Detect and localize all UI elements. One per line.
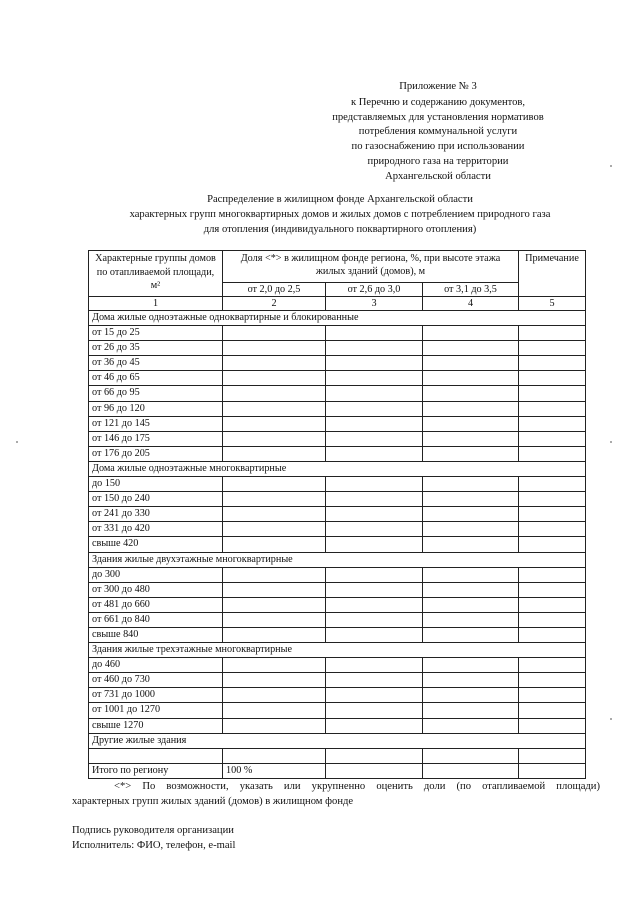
table-row [89, 356, 586, 371]
section-title: Другие жилые здания [89, 733, 586, 748]
area-range-cell: от 176 до 205 [89, 446, 223, 461]
table-row [89, 416, 586, 431]
title-line: Распределение в жилищном фонде Архангельской области [207, 194, 473, 205]
header-height-3: от 3,1 до 3,5 [423, 283, 519, 297]
header-height-2: от 2,6 до 3,0 [326, 283, 423, 297]
section-row [89, 552, 586, 567]
table-row [89, 612, 586, 627]
area-range-cell: от 66 до 95 [89, 386, 223, 401]
area-range-cell: от 46 до 65 [89, 371, 223, 386]
empty-cell [326, 401, 423, 416]
empty-cell [223, 341, 326, 356]
area-range-cell: от 146 до 175 [89, 431, 223, 446]
table-row [89, 703, 586, 718]
empty-cell [326, 688, 423, 703]
column-number: 2 [223, 297, 326, 311]
column-number: 3 [326, 297, 423, 311]
table-row [89, 688, 586, 703]
empty-cell [519, 492, 586, 507]
header-note: Примечание [519, 251, 586, 297]
area-range-cell: от 121 до 145 [89, 416, 223, 431]
area-range-cell: от 96 до 120 [89, 401, 223, 416]
section-row [89, 311, 586, 326]
empty-cell [326, 341, 423, 356]
empty-cell [326, 748, 423, 763]
area-range-cell: от 661 до 840 [89, 612, 223, 627]
table-row [89, 446, 586, 461]
empty-cell [519, 522, 586, 537]
empty-cell [519, 431, 586, 446]
total-row [89, 763, 586, 778]
table-row [89, 627, 586, 642]
empty-cell [423, 326, 519, 341]
area-range-cell: до 460 [89, 658, 223, 673]
table-row [89, 718, 586, 733]
area-range-cell: от 331 до 420 [89, 522, 223, 537]
table-row [89, 673, 586, 688]
section-title: Дома жилые одноэтажные одноквартирные и блокированные [89, 311, 586, 326]
header-group: Характерные группы домов по отапливаемой площади, м² [89, 251, 223, 297]
empty-cell [223, 446, 326, 461]
column-number: 4 [423, 297, 519, 311]
empty-cell [519, 703, 586, 718]
empty-cell [326, 326, 423, 341]
empty-cell [326, 658, 423, 673]
empty-cell [223, 567, 326, 582]
empty-cell [223, 688, 326, 703]
empty-cell [519, 763, 586, 778]
empty-cell [223, 597, 326, 612]
title-line: для отопления (индивидуального поквартирного отопления) [203, 223, 477, 235]
empty-cell [519, 446, 586, 461]
empty-cell [519, 507, 586, 522]
empty-cell [326, 673, 423, 688]
empty-cell [423, 763, 519, 778]
empty-cell [423, 658, 519, 673]
empty-cell [519, 597, 586, 612]
empty-cell [326, 507, 423, 522]
empty-cell [326, 371, 423, 386]
empty-cell [519, 748, 586, 763]
empty-cell [519, 567, 586, 582]
table-row [89, 537, 586, 552]
area-range-cell: свыше 840 [89, 627, 223, 642]
empty-cell [223, 386, 326, 401]
empty-cell [519, 537, 586, 552]
scan-dot [610, 165, 612, 167]
empty-cell [223, 326, 326, 341]
empty-cell [423, 416, 519, 431]
empty-cell [326, 763, 423, 778]
empty-cell [223, 627, 326, 642]
empty-cell [423, 522, 519, 537]
empty-cell [326, 522, 423, 537]
empty-cell [223, 401, 326, 416]
empty-cell [423, 703, 519, 718]
area-range-cell: свыше 420 [89, 537, 223, 552]
empty-cell [423, 748, 519, 763]
empty-cell [326, 567, 423, 582]
empty-cell [223, 477, 326, 492]
area-range-cell: от 1001 до 1270 [89, 703, 223, 718]
empty-cell [423, 356, 519, 371]
appendix-line: Архангельской области [385, 170, 491, 182]
appendix-line: Приложение № 3 [399, 81, 477, 92]
footnote-line: характерных групп жилых зданий (домов) в жилищном фонде [72, 796, 354, 807]
table-row [89, 326, 586, 341]
empty-cell [519, 688, 586, 703]
empty-cell [326, 582, 423, 597]
header-height-1: от 2,0 до 2,5 [223, 283, 326, 297]
empty-cell [519, 371, 586, 386]
signature-line: Подпись руководителя организации [72, 825, 234, 836]
empty-cell [326, 492, 423, 507]
empty-cell [519, 356, 586, 371]
footnote [72, 779, 600, 809]
empty-cell [423, 401, 519, 416]
empty-cell [223, 612, 326, 627]
empty-cell [326, 416, 423, 431]
area-range-cell: от 26 до 35 [89, 341, 223, 356]
empty-cell [423, 492, 519, 507]
empty-cell [223, 718, 326, 733]
table-row [89, 748, 586, 763]
empty-cell [519, 477, 586, 492]
table-row [89, 522, 586, 537]
appendix-line: потребления коммунальной услуги [358, 126, 518, 138]
empty-cell [423, 507, 519, 522]
table-row [89, 371, 586, 386]
area-range-cell: от 460 до 730 [89, 673, 223, 688]
empty-cell [423, 673, 519, 688]
area-range-cell: от 300 до 480 [89, 582, 223, 597]
empty-cell [326, 356, 423, 371]
empty-cell [223, 748, 326, 763]
empty-cell [223, 492, 326, 507]
total-label: Итого по региону [89, 763, 223, 778]
area-range-cell: от 481 до 660 [89, 597, 223, 612]
scan-dot [610, 441, 612, 443]
empty-cell [423, 597, 519, 612]
area-range-cell: от 150 до 240 [89, 492, 223, 507]
empty-cell [423, 477, 519, 492]
empty-cell [423, 431, 519, 446]
empty-cell [423, 537, 519, 552]
empty-cell [223, 537, 326, 552]
table-row [89, 582, 586, 597]
appendix-line: представляемых для установления нормативов [332, 111, 544, 123]
area-range-cell: от 241 до 330 [89, 507, 223, 522]
empty-cell [326, 386, 423, 401]
table-row [89, 507, 586, 522]
empty-cell [326, 718, 423, 733]
empty-cell [423, 627, 519, 642]
section-row [89, 643, 586, 658]
empty-cell [326, 597, 423, 612]
section-row [89, 733, 586, 748]
scan-dot [610, 718, 612, 720]
empty-cell [423, 371, 519, 386]
empty-cell [423, 688, 519, 703]
distribution-table [88, 250, 586, 779]
empty-cell [519, 612, 586, 627]
section-row [89, 461, 586, 476]
empty-cell [423, 341, 519, 356]
appendix-line: по газоснабжению при использовании [351, 141, 525, 153]
empty-cell [223, 356, 326, 371]
empty-cell [519, 658, 586, 673]
footnote-line: <*> По возможности, указать или укрупненно оценить доли (по отапливаемой площади) [114, 781, 600, 792]
empty-cell [519, 582, 586, 597]
area-range-cell: от 36 до 45 [89, 356, 223, 371]
empty-cell [423, 386, 519, 401]
empty-cell [519, 718, 586, 733]
total-value: 100 % [223, 763, 326, 778]
empty-cell [223, 371, 326, 386]
table-row [89, 658, 586, 673]
table-row [89, 386, 586, 401]
empty-cell [423, 612, 519, 627]
appendix-header [308, 80, 568, 185]
empty-cell [326, 612, 423, 627]
empty-cell [519, 627, 586, 642]
section-title: Здания жилые трехэтажные многоквартирные [89, 643, 586, 658]
empty-cell [223, 658, 326, 673]
column-number: 1 [89, 297, 223, 311]
empty-cell [326, 537, 423, 552]
area-range-cell: до 300 [89, 567, 223, 582]
empty-cell [519, 401, 586, 416]
table-row [89, 492, 586, 507]
empty-cell [223, 673, 326, 688]
appendix-line: к Перечню и содержанию документов, [350, 96, 526, 108]
area-range-cell [89, 748, 223, 763]
table-row [89, 401, 586, 416]
empty-cell [326, 477, 423, 492]
empty-cell [519, 416, 586, 431]
empty-cell [223, 522, 326, 537]
section-title: Дома жилые одноэтажные многоквартирные [89, 461, 586, 476]
empty-cell [223, 507, 326, 522]
area-range-cell: от 731 до 1000 [89, 688, 223, 703]
empty-cell [423, 582, 519, 597]
empty-cell [326, 431, 423, 446]
table-row [89, 567, 586, 582]
table-row [89, 341, 586, 356]
area-range-cell: свыше 1270 [89, 718, 223, 733]
signature-block [72, 823, 235, 853]
scan-dot [16, 441, 18, 443]
table-row [89, 431, 586, 446]
empty-cell [223, 582, 326, 597]
executor-line: Исполнитель: ФИО, телефон, e-mail [72, 840, 236, 851]
empty-cell [423, 718, 519, 733]
empty-cell [423, 446, 519, 461]
empty-cell [223, 416, 326, 431]
section-title: Здания жилые двухэтажные многоквартирные [89, 552, 586, 567]
area-range-cell: до 150 [89, 477, 223, 492]
header-share: Доля <*> в жилищном фонде региона, %, при высоте этажа жилых зданий (домов), м [223, 251, 519, 283]
empty-cell [326, 627, 423, 642]
column-number: 5 [519, 297, 586, 311]
area-range-cell: от 15 до 25 [89, 326, 223, 341]
empty-cell [519, 673, 586, 688]
empty-cell [326, 703, 423, 718]
empty-cell [519, 341, 586, 356]
empty-cell [519, 386, 586, 401]
empty-cell [423, 567, 519, 582]
empty-cell [519, 326, 586, 341]
table-row [89, 477, 586, 492]
appendix-line: природного газа на территории [367, 155, 509, 167]
empty-cell [223, 703, 326, 718]
document-title [70, 193, 610, 237]
empty-cell [326, 446, 423, 461]
empty-cell [223, 431, 326, 446]
title-line: характерных групп многоквартирных домов и жилых домов с потреблением природного газа [129, 208, 551, 220]
table-row [89, 597, 586, 612]
